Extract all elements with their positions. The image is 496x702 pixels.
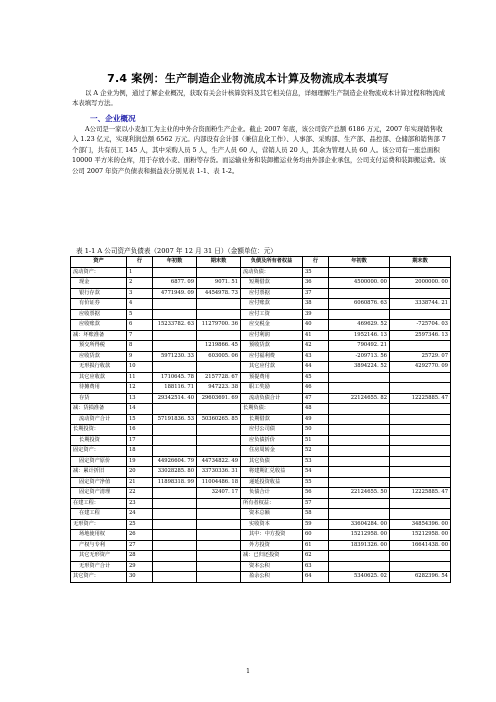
table-cell — [390, 288, 451, 299]
table-cell: 64 — [303, 572, 329, 583]
table-cell: 有价证券 — [71, 299, 127, 310]
table-row — [71, 288, 451, 299]
table-cell: 27 — [127, 540, 153, 551]
table-cell: 2000000. 00 — [390, 278, 451, 289]
table-cell: 45 — [303, 372, 329, 383]
table-cell: 47 — [303, 393, 329, 404]
table-cell: 应付工资 — [241, 309, 303, 320]
table-cell: 33730336. 31 — [197, 467, 241, 478]
table-cell — [153, 425, 197, 436]
table-cell: 56 — [303, 488, 329, 499]
table-cell: 流动资产合计 — [71, 414, 127, 425]
table-row — [71, 561, 451, 572]
table-cell: 4 — [127, 299, 153, 310]
table-cell: 29603691. 69 — [197, 393, 241, 404]
table-cell: 11004486. 18 — [197, 477, 241, 488]
table-caption: 表 1-1 A 公司资产负债表（2007 年 12 月 31 日）（金额单位：元） — [76, 247, 277, 255]
table-cell — [390, 414, 451, 425]
table-cell — [197, 540, 241, 551]
table-cell — [390, 551, 451, 562]
table-cell: 其它负债 — [241, 456, 303, 467]
table-cell: 10 — [127, 362, 153, 373]
table-cell — [329, 435, 390, 446]
header-cell: 行 — [127, 257, 153, 268]
table-cell: 50360265. 85 — [197, 414, 241, 425]
table-row — [71, 383, 451, 394]
table-cell: 长期借款 — [241, 414, 303, 425]
table-cell: 7 — [127, 330, 153, 341]
table-cell: 11898318. 99 — [153, 477, 197, 488]
table-cell: 46 — [303, 383, 329, 394]
table-row — [71, 509, 451, 520]
table-cell — [390, 372, 451, 383]
page-title: 7.4 案例：生产制造企业物流成本计算及物流成本表填写 — [107, 72, 389, 85]
table-cell: 12 — [127, 383, 153, 394]
header-cell: 期末数 — [197, 257, 241, 268]
table-row — [71, 299, 451, 310]
table-cell: 预收货款 — [241, 341, 303, 352]
table-cell — [153, 309, 197, 320]
table-cell: 资本公积 — [241, 561, 303, 572]
table-cell: 实收资本 — [241, 519, 303, 530]
table-cell: 28 — [127, 551, 153, 562]
table-cell — [197, 498, 241, 509]
table-cell: 2 — [127, 278, 153, 289]
table-row — [71, 551, 451, 562]
table-cell: 3 — [127, 288, 153, 299]
table-cell: 应付利润 — [241, 330, 303, 341]
table-cell: 18391326. 00 — [329, 540, 390, 551]
table-cell — [329, 446, 390, 457]
table-cell: 5971230. 33 — [153, 351, 197, 362]
table-cell: 场地使用权 — [71, 530, 127, 541]
table-cell: 54 — [303, 467, 329, 478]
header-cell: 期末数 — [390, 257, 451, 268]
table-cell — [153, 519, 197, 530]
table-cell — [329, 561, 390, 572]
table-cell: 长期投资： — [71, 425, 127, 436]
table-cell — [197, 572, 241, 583]
table-cell — [329, 288, 390, 299]
table-cell — [329, 467, 390, 478]
table-cell: 预交所得税 — [71, 341, 127, 352]
table-cell: 负债合计 — [241, 488, 303, 499]
table-cell: 应收货款 — [71, 351, 127, 362]
table-cell: 所有者权益： — [241, 498, 303, 509]
header-cell: 年初数 — [153, 257, 197, 268]
table-cell: 25 — [127, 519, 153, 530]
table-cell — [329, 404, 390, 415]
table-cell: 16641438. 00 — [390, 540, 451, 551]
table-cell: 产权与专利 — [71, 540, 127, 551]
table-cell: 其它应付款 — [241, 362, 303, 373]
table-cell: 22124655. 50 — [329, 488, 390, 499]
table-cell: 34854396. 00 — [390, 519, 451, 530]
table-cell: 57 — [303, 498, 329, 509]
table-cell — [197, 425, 241, 436]
table-cell — [390, 267, 451, 278]
table-cell: 59 — [303, 519, 329, 530]
table-cell: 15212958. 00 — [390, 530, 451, 541]
table-cell: 应负债折价 — [241, 435, 303, 446]
table-cell: 53 — [303, 456, 329, 467]
table-row — [71, 498, 451, 509]
table-row — [71, 572, 451, 583]
table-cell: 33604284. 00 — [329, 519, 390, 530]
table-cell — [390, 477, 451, 488]
table-cell — [153, 299, 197, 310]
table-cell: 其它资产： — [71, 572, 127, 583]
table-cell: 42 — [303, 341, 329, 352]
table-cell: 流动负债合计 — [241, 393, 303, 404]
table-cell: 21 — [127, 477, 153, 488]
table-cell: 39 — [303, 309, 329, 320]
table-cell: 4771949. 09 — [153, 288, 197, 299]
table-cell — [197, 330, 241, 341]
table-cell — [197, 267, 241, 278]
table-header-row — [71, 257, 451, 268]
table-cell: 33028285. 80 — [153, 467, 197, 478]
table-cell: 固定资产净值 — [71, 477, 127, 488]
table-row — [71, 414, 451, 425]
table-cell: 应交税金 — [241, 320, 303, 331]
table-cell: 短期借款 — [241, 278, 303, 289]
table-cell: 5340625. 02 — [329, 572, 390, 583]
table-cell: 6060876. 63 — [329, 299, 390, 310]
table-cell: 递延投资收益 — [241, 477, 303, 488]
table-cell — [197, 551, 241, 562]
table-cell — [329, 551, 390, 562]
table-cell — [197, 446, 241, 457]
table-cell: 盈余公积 — [241, 572, 303, 583]
table-cell: 40 — [303, 320, 329, 331]
table-cell — [153, 330, 197, 341]
table-cell: 9 — [127, 351, 153, 362]
table-cell: 44 — [303, 362, 329, 373]
table-row — [71, 519, 451, 530]
table-cell — [153, 551, 197, 562]
table-row — [71, 540, 451, 551]
table-cell: 23 — [127, 498, 153, 509]
overview-text: A公司是一家以小麦加工为主业的中外合资面粉生产企业。截止 2007 年底，该公司资产总额 6186 万元，2007 年实现销售收入 1.23 亿元，实现利润总额 6562 万元。内部设有会计部（兼信息化工作）、人事部、采购部、生产部、品控部、仓储部和销售部 7 个部门，共有员工 145 人，其中采购人员 5 人，生产人员 60 人，营销人员 20 人，其余为管理人员 60 人。该公司有一座总面积 10000 平方米的仓库，用于存放小麦、面粉等存货。而运输业务和装卸搬运业务均由外部企业承包，公司支付运费和装卸搬运费。该公司 2007 年资产负债表和损益表分别见表 1-1、表 1-2。 — [72, 125, 446, 175]
table-row — [71, 341, 451, 352]
table-cell: 19 — [127, 456, 153, 467]
table-cell — [329, 456, 390, 467]
table-cell: 11279700. 36 — [197, 320, 241, 331]
table-cell — [390, 498, 451, 509]
table-cell — [329, 425, 390, 436]
table-cell: 将建期汇兑收益 — [241, 467, 303, 478]
table-cell: 16 — [127, 425, 153, 436]
table-body — [71, 267, 451, 582]
table-cell: 55 — [303, 477, 329, 488]
table-cell — [390, 309, 451, 320]
table-cell: 在建工程： — [71, 498, 127, 509]
table-cell: 3338744. 21 — [390, 299, 451, 310]
table-cell — [153, 404, 197, 415]
table-cell — [153, 488, 197, 499]
table-cell: 外方投资 — [241, 540, 303, 551]
table-row — [71, 320, 451, 331]
table-cell — [197, 509, 241, 520]
table-cell: 18 — [127, 446, 153, 457]
table-cell: 37 — [303, 288, 329, 299]
table-cell: 61 — [303, 540, 329, 551]
table-cell: 48 — [303, 404, 329, 415]
table-cell: 9071. 51 — [197, 278, 241, 289]
table-cell: 住房周转金 — [241, 446, 303, 457]
table-cell: 63 — [303, 561, 329, 572]
table-cell: 603005. 06 — [197, 351, 241, 362]
table-cell: 790492. 21 — [329, 341, 390, 352]
table-cell: 长期负债： — [241, 404, 303, 415]
table-cell: 现金 — [71, 278, 127, 289]
table-row — [71, 278, 451, 289]
table-cell: 20 — [127, 467, 153, 478]
table-cell: 其中：中方投资 — [241, 530, 303, 541]
table-cell: 1952146. 13 — [329, 330, 390, 341]
table-cell: 2157728. 67 — [197, 372, 241, 383]
table-row — [71, 330, 451, 341]
table-row — [71, 351, 451, 362]
table-cell — [329, 477, 390, 488]
table-cell — [329, 498, 390, 509]
table-row — [71, 267, 451, 278]
table-cell: 60 — [303, 530, 329, 541]
table-row — [71, 362, 451, 373]
table-row — [71, 404, 451, 415]
table-cell — [197, 309, 241, 320]
header-cell: 行 — [303, 257, 329, 268]
table-cell: 32407. 17 — [197, 488, 241, 499]
table-cell — [390, 425, 451, 436]
table-cell: 减：累计折旧 — [71, 467, 127, 478]
section-heading: 一、企业概况 — [90, 114, 136, 123]
table-cell: 43 — [303, 351, 329, 362]
table-cell — [329, 509, 390, 520]
table-cell — [390, 404, 451, 415]
table-cell — [153, 509, 197, 520]
table-cell: 44734822. 49 — [197, 456, 241, 467]
table-cell: 51 — [303, 435, 329, 446]
page-number: 1 — [246, 668, 250, 675]
table-cell: -725704. 03 — [390, 320, 451, 331]
table-row — [71, 477, 451, 488]
table-cell — [390, 456, 451, 467]
table-cell — [153, 561, 197, 572]
table-cell — [197, 299, 241, 310]
table-cell — [390, 341, 451, 352]
table-cell: 应收账款 — [71, 320, 127, 331]
table-cell: 减：货损准备 — [71, 404, 127, 415]
table-cell: 5 — [127, 309, 153, 320]
table-cell: 流动资产： — [71, 267, 127, 278]
table-cell: 待摊费用 — [71, 383, 127, 394]
table-row — [71, 372, 451, 383]
table-cell — [390, 561, 451, 572]
header-cell: 资产 — [71, 257, 127, 268]
table-cell: 38 — [303, 299, 329, 310]
table-cell — [197, 362, 241, 373]
table-row — [71, 425, 451, 436]
table-cell: 12225885. 47 — [390, 488, 451, 499]
table-cell: 62 — [303, 551, 329, 562]
table-cell: 1 — [127, 267, 153, 278]
table-cell: 8 — [127, 341, 153, 352]
table-cell: 应付福利费 — [241, 351, 303, 362]
table-cell: 在建工程 — [71, 509, 127, 520]
table-cell: 17 — [127, 435, 153, 446]
table-cell — [390, 467, 451, 478]
table-cell: 应付票据 — [241, 288, 303, 299]
table-cell: 57191836. 53 — [153, 414, 197, 425]
table-cell: 职工奖励 — [241, 383, 303, 394]
table-cell: 22124655. 82 — [329, 393, 390, 404]
table-cell: 6877. 09 — [153, 278, 197, 289]
table-cell: 银行存款 — [71, 288, 127, 299]
table-cell: 44926604. 79 — [153, 456, 197, 467]
table-cell — [390, 446, 451, 457]
table-row — [71, 488, 451, 499]
table-cell: 应付账款 — [241, 299, 303, 310]
table-cell: 无形损行收款 — [71, 362, 127, 373]
table-row — [71, 435, 451, 446]
table-cell — [153, 267, 197, 278]
table-cell: 3894224. 52 — [329, 362, 390, 373]
table-cell — [329, 309, 390, 320]
table-cell: 12225885. 47 — [390, 393, 451, 404]
table-cell: 14 — [127, 404, 153, 415]
table-cell: 4454978. 73 — [197, 288, 241, 299]
table-cell: 其它应收款 — [71, 372, 127, 383]
table-cell: 188116. 71 — [153, 383, 197, 394]
table-cell: 1710645. 78 — [153, 372, 197, 383]
table-cell — [329, 383, 390, 394]
table-row — [71, 467, 451, 478]
table-cell: 469629. 52 — [329, 320, 390, 331]
table-cell — [197, 519, 241, 530]
table-row — [71, 456, 451, 467]
table-cell: 35 — [303, 267, 329, 278]
table-cell: 长期投资 — [71, 435, 127, 446]
intro-paragraph — [72, 88, 448, 109]
table-cell: 1219866. 45 — [197, 341, 241, 352]
table-cell — [197, 561, 241, 572]
table-cell: 资本总额 — [241, 509, 303, 520]
table-cell: -209713. 56 — [329, 351, 390, 362]
table-cell — [197, 435, 241, 446]
table-cell — [153, 530, 197, 541]
table-cell — [153, 446, 197, 457]
table-row — [71, 446, 451, 457]
table-cell: 无形资产： — [71, 519, 127, 530]
table-cell: 固定资产原价 — [71, 456, 127, 467]
table-cell: 6282396. 54 — [390, 572, 451, 583]
table-cell: 15212958. 00 — [329, 530, 390, 541]
header-cell: 年初数 — [329, 257, 390, 268]
table-cell: 2597346. 13 — [390, 330, 451, 341]
table-cell: 减：已归还投资 — [241, 551, 303, 562]
table-cell: 应付公司债 — [241, 425, 303, 436]
table-row — [71, 393, 451, 404]
table-cell: 预提费用 — [241, 372, 303, 383]
table-cell: 4500000. 00 — [329, 278, 390, 289]
table-cell: 15233782. 63 — [153, 320, 197, 331]
table-cell — [329, 414, 390, 425]
table-cell — [197, 404, 241, 415]
table-cell — [390, 509, 451, 520]
table-cell — [390, 435, 451, 446]
table-cell — [153, 362, 197, 373]
table-cell: 减：坏账准备 — [71, 330, 127, 341]
table-cell: 固定资产： — [71, 446, 127, 457]
table-cell — [390, 383, 451, 394]
table-cell — [197, 530, 241, 541]
table-cell — [153, 341, 197, 352]
table-cell: 29 — [127, 561, 153, 572]
table-cell: 13 — [127, 393, 153, 404]
table-cell: 6 — [127, 320, 153, 331]
table-cell: 26 — [127, 530, 153, 541]
table-cell: 24 — [127, 509, 153, 520]
table-row — [71, 530, 451, 541]
table-cell: 52 — [303, 446, 329, 457]
table-cell: 41 — [303, 330, 329, 341]
table-cell: 无形资产合计 — [71, 561, 127, 572]
table-row — [71, 309, 451, 320]
table-cell: 其它无形资产 — [71, 551, 127, 562]
table-cell: 50 — [303, 425, 329, 436]
table-cell: 36 — [303, 278, 329, 289]
table-cell: 25729. 07 — [390, 351, 451, 362]
table-cell — [329, 267, 390, 278]
table-cell: 流动负债： — [241, 267, 303, 278]
table-cell — [153, 540, 197, 551]
table-cell: 22 — [127, 488, 153, 499]
table-cell: 947223. 38 — [197, 383, 241, 394]
table-cell — [153, 498, 197, 509]
table-cell: 49 — [303, 414, 329, 425]
table-cell: 58 — [303, 509, 329, 520]
balance-sheet-table — [70, 256, 451, 583]
table-cell: 存货 — [71, 393, 127, 404]
table-cell: 4292770. 09 — [390, 362, 451, 373]
table-cell: 29342514. 40 — [153, 393, 197, 404]
table-cell: 11 — [127, 372, 153, 383]
table-cell — [153, 572, 197, 583]
table-cell — [153, 435, 197, 446]
overview-paragraph — [72, 124, 448, 176]
header-cell: 负债及所有者权益 — [241, 257, 303, 268]
table-cell: 应收票据 — [71, 309, 127, 320]
table-cell: 30 — [127, 572, 153, 583]
table-cell — [329, 372, 390, 383]
intro-text: 以 A 企业为例，通过了解企业概况，获取有关会计核算资料及其它相关信息，详细理解生产制造企业物流成本计算过程和物流成本表填写方法。 — [72, 89, 446, 108]
table-cell: 15 — [127, 414, 153, 425]
table-cell: 固定资产清理 — [71, 488, 127, 499]
